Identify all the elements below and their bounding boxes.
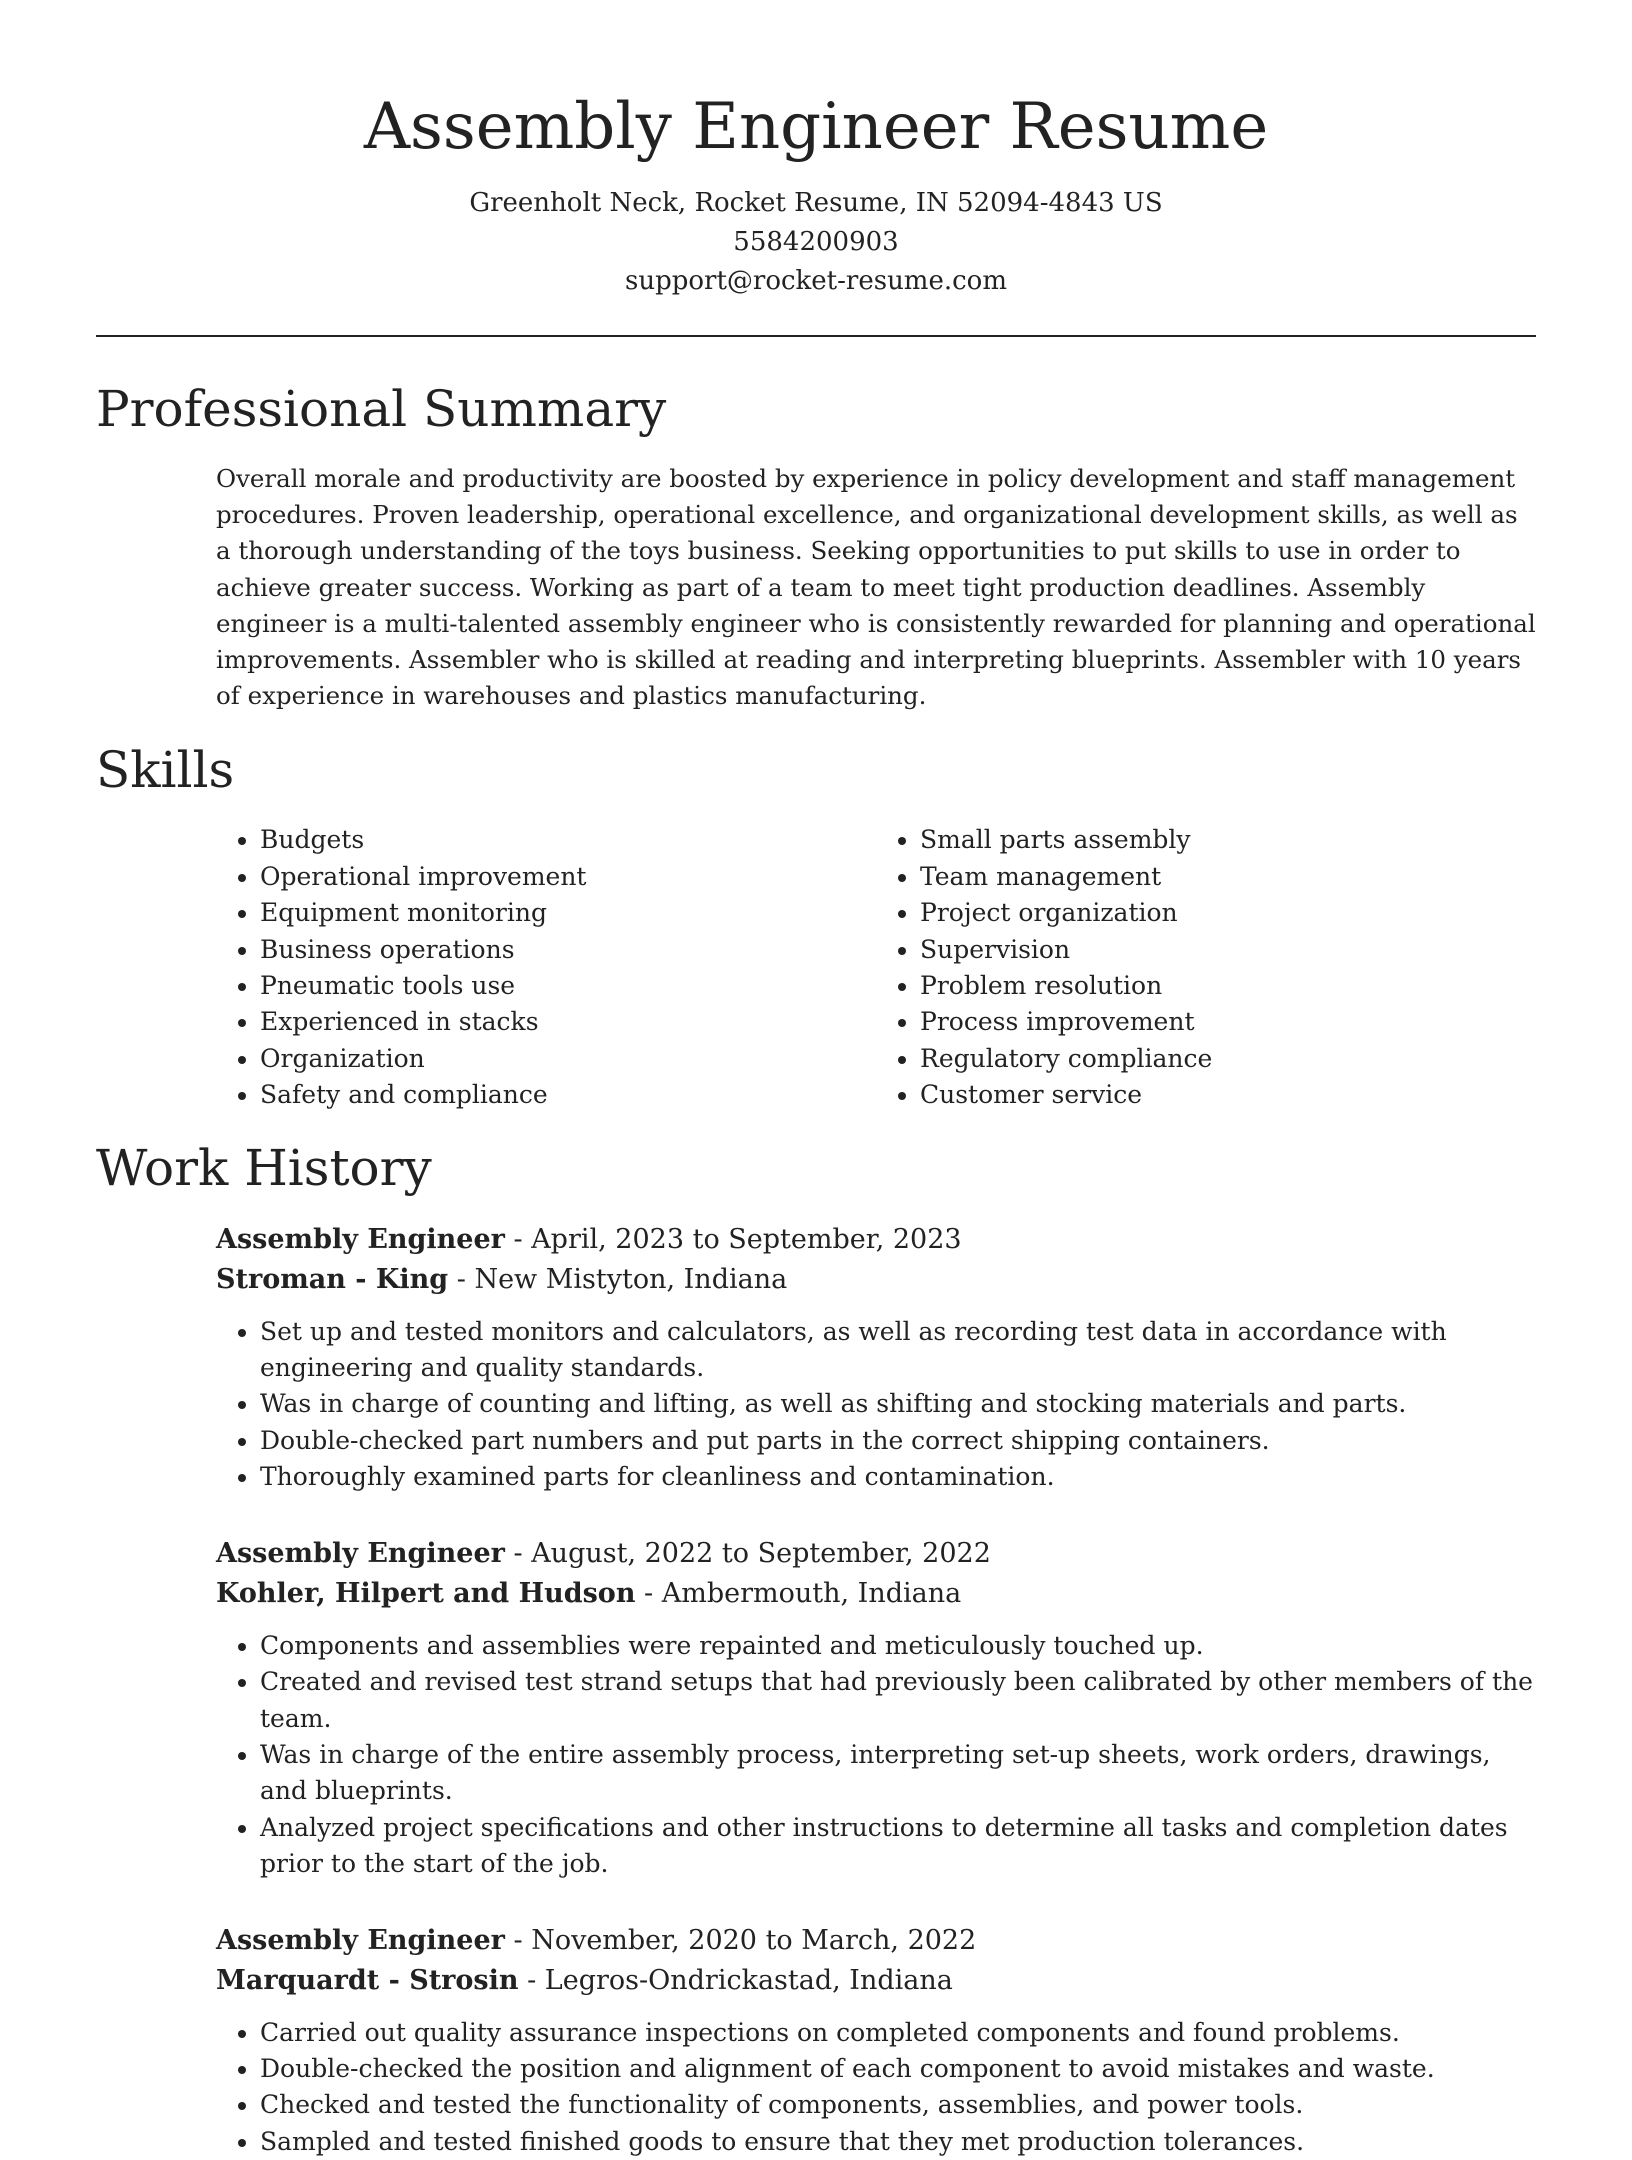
skills-section <box>96 740 1536 1113</box>
skill-item: • Project organization <box>920 895 1536 931</box>
job-bullet: • Checked and tested the functionality of components, assemblies, and power tools. <box>260 2087 1536 2123</box>
skill-item: • Operational improvement <box>260 859 876 895</box>
job-location: New Mistyton, Indiana <box>474 1263 788 1295</box>
job-company-line <box>216 1961 1536 2001</box>
job-title: Assembly Engineer <box>216 1924 505 1956</box>
skill-item: • Team management <box>920 859 1536 895</box>
skill-item: • Organization <box>260 1041 876 1077</box>
job-location: Legros-Ondrickastad, Indiana <box>544 1964 953 1996</box>
job-bullet: • Analyzed project specifications and other instructions to determine all tasks and completion dates prior to the start of the job. <box>260 1810 1536 1883</box>
skill-item: • Business operations <box>260 932 876 968</box>
job-dates: August, 2022 to September, 2022 <box>531 1537 991 1569</box>
job-company: Marquardt - Strosin <box>216 1964 519 1996</box>
job-bullet: • Sampled and tested finished goods to ensure that they met production tolerances. <box>260 2124 1536 2160</box>
skill-item: • Small parts assembly <box>920 822 1536 858</box>
skill-item: • Pneumatic tools use <box>260 968 876 1004</box>
job-bullet: • Created and revised test strand setups that had previously been calibrated by other members of the team. <box>260 1664 1536 1737</box>
job-bullet: • Components and assemblies were repainted and meticulously touched up. <box>260 1628 1536 1664</box>
work-history-section <box>96 1138 1536 2160</box>
job-title-line <box>216 1921 1536 1961</box>
job-title-line <box>216 1220 1536 1260</box>
job-bullet: • Set up and tested monitors and calculators, as well as recording test data in accordance with engineering and quality standards. <box>260 1314 1536 1387</box>
job-entry <box>216 1534 1536 1883</box>
job-separator: - <box>518 1964 545 1996</box>
job-separator: - <box>635 1577 662 1609</box>
job-title-line <box>216 1534 1536 1574</box>
job-company-line <box>216 1260 1536 1300</box>
job-title: Assembly Engineer <box>216 1537 505 1569</box>
job-separator: - <box>448 1263 475 1295</box>
work-history-heading: Work History <box>96 1138 432 1197</box>
summary-text: Overall morale and productivity are boosted by experience in policy development and staff management procedures. Proven leadership, operational excellence, and organizational development skills, as well as a thorough understanding of the toys business. Seeking opportunities to put skills to use in order to achieve greater success. Working as part of a team to meet tight production deadlines. Assembly engineer is a multi-talented assembly engineer who is consistently rewarded for planning and operational improvements. Assembler who is skilled at reading and interpreting blueprints. Assembler with 10 years of experience in warehouses and plastics manufacturing. <box>216 464 1536 711</box>
job-location: Ambermouth, Indiana <box>661 1577 962 1609</box>
job-title: Assembly Engineer <box>216 1223 505 1255</box>
job-dates: November, 2020 to March, 2022 <box>531 1924 977 1956</box>
job-bullet: • Carried out quality assurance inspections on completed components and found problems. <box>260 2015 1536 2051</box>
contact-email: support@rocket-resume.com <box>624 266 1007 296</box>
job-bullet: • Thoroughly examined parts for cleanliness and contamination. <box>260 1459 1536 1495</box>
job-entry <box>216 1921 1536 2160</box>
header-divider <box>96 335 1536 337</box>
job-separator: - <box>504 1223 532 1255</box>
skill-item: • Experienced in stacks <box>260 1004 876 1040</box>
summary-section <box>96 379 1536 714</box>
contact-phone: 5584200903 <box>733 227 899 257</box>
job-bullet: • Double-checked the position and alignment of each component to avoid mistakes and waste. <box>260 2051 1536 2087</box>
skill-item: • Equipment monitoring <box>260 895 876 931</box>
skill-item: • Regulatory compliance <box>920 1041 1536 1077</box>
skill-item: • Safety and compliance <box>260 1077 876 1113</box>
skill-item: • Supervision <box>920 932 1536 968</box>
job-bullet: • Double-checked part numbers and put parts in the correct shipping containers. <box>260 1423 1536 1459</box>
skill-item: • Budgets <box>260 822 876 858</box>
contact-info <box>96 184 1536 301</box>
job-company-line <box>216 1574 1536 1614</box>
summary-heading: Professional Summary <box>96 380 667 438</box>
job-separator: - <box>504 1924 532 1956</box>
skills-list-right <box>876 822 1536 1113</box>
resume-header <box>96 0 1536 301</box>
job-bullet: • Was in charge of counting and lifting, as well as shifting and stocking materials and parts. <box>260 1386 1536 1422</box>
job-company: Stroman - King <box>216 1263 449 1295</box>
skills-list-left <box>216 822 876 1113</box>
skills-heading: Skills <box>96 741 235 800</box>
skill-item: • Process improvement <box>920 1004 1536 1040</box>
resume-title: Assembly Engineer Resume <box>363 90 1269 164</box>
job-bullets <box>216 1628 1536 1883</box>
job-entry <box>216 1220 1536 1496</box>
contact-address: Greenholt Neck, Rocket Resume, IN 52094-4843 US <box>469 188 1163 218</box>
job-bullet: • Was in charge of the entire assembly process, interpreting set-up sheets, work orders, drawings, and blueprints. <box>260 1737 1536 1810</box>
skill-item: • Customer service <box>920 1077 1536 1113</box>
job-company: Kohler, Hilpert and Hudson <box>216 1577 636 1609</box>
job-bullets <box>216 2015 1536 2160</box>
job-dates: April, 2023 to September, 2023 <box>531 1223 962 1255</box>
skills-columns <box>216 822 1536 1113</box>
job-separator: - <box>504 1537 532 1569</box>
job-bullets <box>216 1314 1536 1496</box>
skill-item: • Problem resolution <box>920 968 1536 1004</box>
